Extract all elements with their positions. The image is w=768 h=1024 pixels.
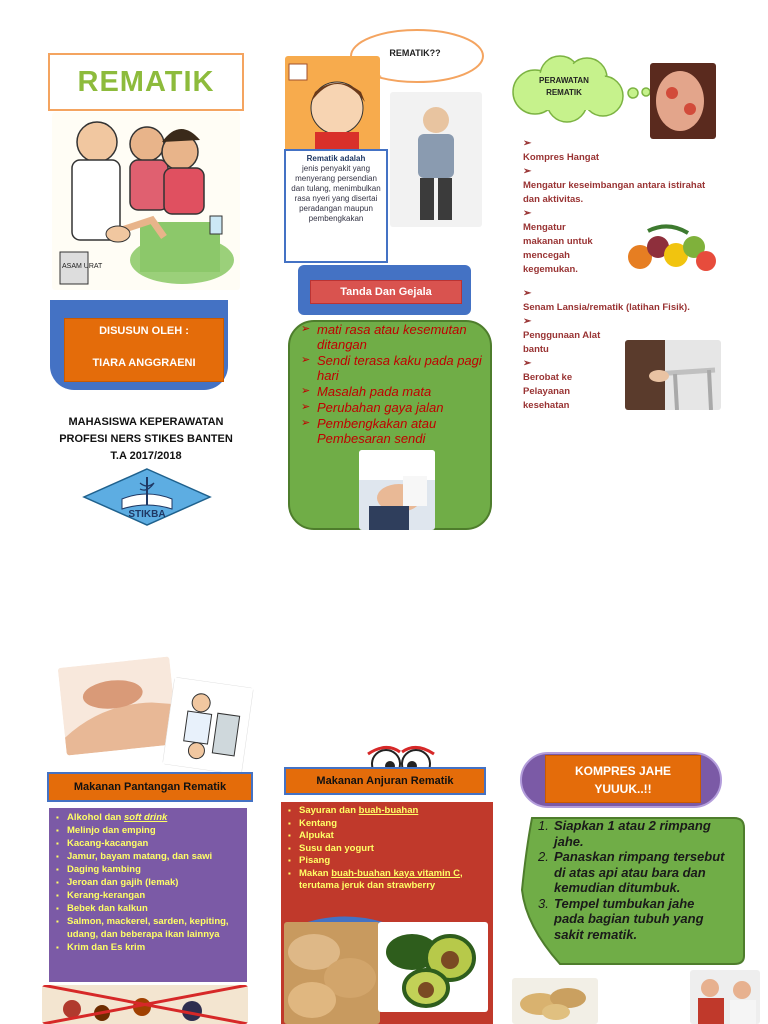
symptom-item: ➢ Sendi terasa kaku pada pagi hari	[301, 353, 482, 383]
fruit-bowl-image	[618, 217, 718, 279]
anjuran-item: ▪ Susu dan yogurt	[288, 843, 488, 856]
patient-care-image	[690, 970, 760, 1024]
doctor-patient-image	[162, 677, 253, 775]
pantangan-item: ▪ Salmon, mackerel, sarden, kepiting, udang, dan beberapa ikan lainnya	[55, 915, 247, 941]
cartoon-illustration	[52, 112, 240, 290]
arthritic-hands-image	[650, 63, 716, 139]
pantangan-item: ▪ Bebek dan kalkun	[55, 902, 247, 915]
perawatan-cloud-text	[518, 75, 610, 99]
pantangan-item: ▪ Krim dan Es krim	[55, 941, 247, 954]
author-name: TIARA ANGGRAENI	[92, 357, 196, 369]
kompres-title-line-2: YUUUK..!!	[594, 782, 652, 796]
pantangan-item: ▪ Jamur, bayam matang, dan sawi	[55, 850, 247, 863]
arrow-icon: ➢	[301, 385, 311, 397]
anjuran-list	[288, 805, 488, 893]
pantangan-item: ▪ Alkohol dan soft drink	[55, 811, 247, 824]
symptom-item: ➢ Perubahan gaya jalan	[301, 400, 444, 415]
care-item: ➢ Kompres Hangat	[523, 137, 723, 165]
symptom-item: ➢ mati rasa atau kesemutan ditangan	[301, 322, 467, 352]
arrow-icon: ➢	[523, 208, 532, 219]
anjuran-item: ▪ Sayuran dan buah-buahan	[288, 805, 488, 818]
stikba-logo	[82, 467, 212, 527]
arrow-icon: ➢	[523, 288, 532, 299]
cloud-line-2: REMATIK	[546, 88, 582, 97]
ginger-image	[512, 978, 598, 1024]
institution-line-3: T.A 2017/2018	[110, 450, 182, 462]
arrow-icon: ➢	[301, 401, 311, 413]
brochure-title: REMATIK	[48, 53, 244, 111]
symptom-item: ➢ Masalah pada mata	[301, 384, 432, 399]
kompres-step: 1. Siapkan 1 atau 2 rimpang jahe.	[538, 818, 711, 849]
tanda-title: Tanda Dan Gejala	[310, 280, 462, 304]
cartoon-girl-image	[285, 56, 380, 152]
cloud-line-1: PERAWATAN	[539, 76, 589, 85]
symptoms-list	[301, 322, 489, 447]
care-item: ➢ Mengatur makanan untuk mencegah kegemukan.	[523, 207, 607, 277]
arrow-icon: ➢	[301, 323, 311, 335]
forbidden-food-image	[42, 985, 248, 1024]
definition-box	[284, 149, 388, 263]
cartoon-caption: ASAM URAT	[62, 263, 103, 270]
question-bubble-text: REMATIK??	[389, 48, 441, 58]
kompres-step: 2. Panaskan rimpang tersebut di atas api atau bara dan kemudian ditumbuk.	[538, 849, 725, 895]
anjuran-item: ▪ Makan buah-buahan kaya vitamin C, terutama jeruk dan strawberry	[288, 868, 488, 893]
institution-line-2: PROFESI NERS STIKES BANTEN	[59, 433, 233, 445]
arrow-icon: ➢	[523, 166, 532, 177]
anjuran-item: ▪ Kentang	[288, 818, 488, 831]
kompres-step: 3. Tempel tumbukan jahe pada bagian tubuh yang sakit rematik.	[538, 895, 704, 942]
arrow-icon: ➢	[301, 354, 311, 366]
author-box	[64, 318, 224, 382]
definition-text: jenis penyakit yang menyerang persendian dan tulang, menimbulkan rasa nyeri yang disertai peradangan maupun pembengkakan	[291, 164, 381, 223]
anjuran-item: ▪ Pisang	[288, 855, 488, 868]
pantangan-item: ▪ Kerang-kerangan	[55, 889, 247, 902]
logo-text: STIKBA	[128, 509, 166, 520]
pantangan-list	[55, 811, 247, 954]
arrow-icon: ➢	[523, 358, 532, 369]
pantangan-item: ▪ Melinjo dan emping	[55, 824, 247, 837]
author-label: DISUSUN OLEH :	[99, 325, 189, 337]
institution-line-1: MAHASISWA KEPERAWATAN	[68, 416, 224, 428]
kompres-steps-list	[534, 818, 728, 942]
care-item: ➢ Mengatur keseimbangan antara istirahat dan aktivitas.	[523, 165, 723, 207]
definition-term: Rematik adalah	[306, 154, 366, 163]
pantangan-item: ▪ Jeroan dan gajih (lemak)	[55, 876, 247, 889]
kompres-title-line-1: KOMPRES JAHE	[574, 764, 672, 778]
symptom-item: ➢ Pembengkakan atau Pembesaran sendi	[301, 416, 437, 446]
anjuran-item: ▪ Alpukat	[288, 830, 488, 843]
kompres-title	[545, 755, 701, 803]
pantangan-item: ▪ Daging kambing	[55, 863, 247, 876]
care-item: ➢ Senam Lansia/rematik (latihan Fisik).	[523, 287, 723, 315]
potato-image	[284, 922, 380, 1024]
arrow-icon: ➢	[523, 316, 532, 327]
pantangan-title: Makanan Pantangan Rematik	[47, 772, 253, 802]
hand-massage-image	[58, 656, 179, 755]
anjuran-title: Makanan Anjuran Rematik	[284, 767, 486, 795]
institution-text	[48, 414, 244, 465]
elderly-man-image	[390, 92, 482, 227]
knee-exam-image	[359, 450, 435, 530]
care-item: ➢ Penggunaan Alat bantu	[523, 315, 613, 357]
arrow-icon: ➢	[523, 138, 532, 149]
avocado-image	[378, 922, 488, 1012]
arrow-icon: ➢	[301, 417, 311, 429]
walker-aid-image	[625, 340, 721, 410]
pantangan-item: ▪ Kacang-kacangan	[55, 837, 247, 850]
care-item: ➢ Berobat ke Pelayanan kesehatan	[523, 357, 613, 413]
